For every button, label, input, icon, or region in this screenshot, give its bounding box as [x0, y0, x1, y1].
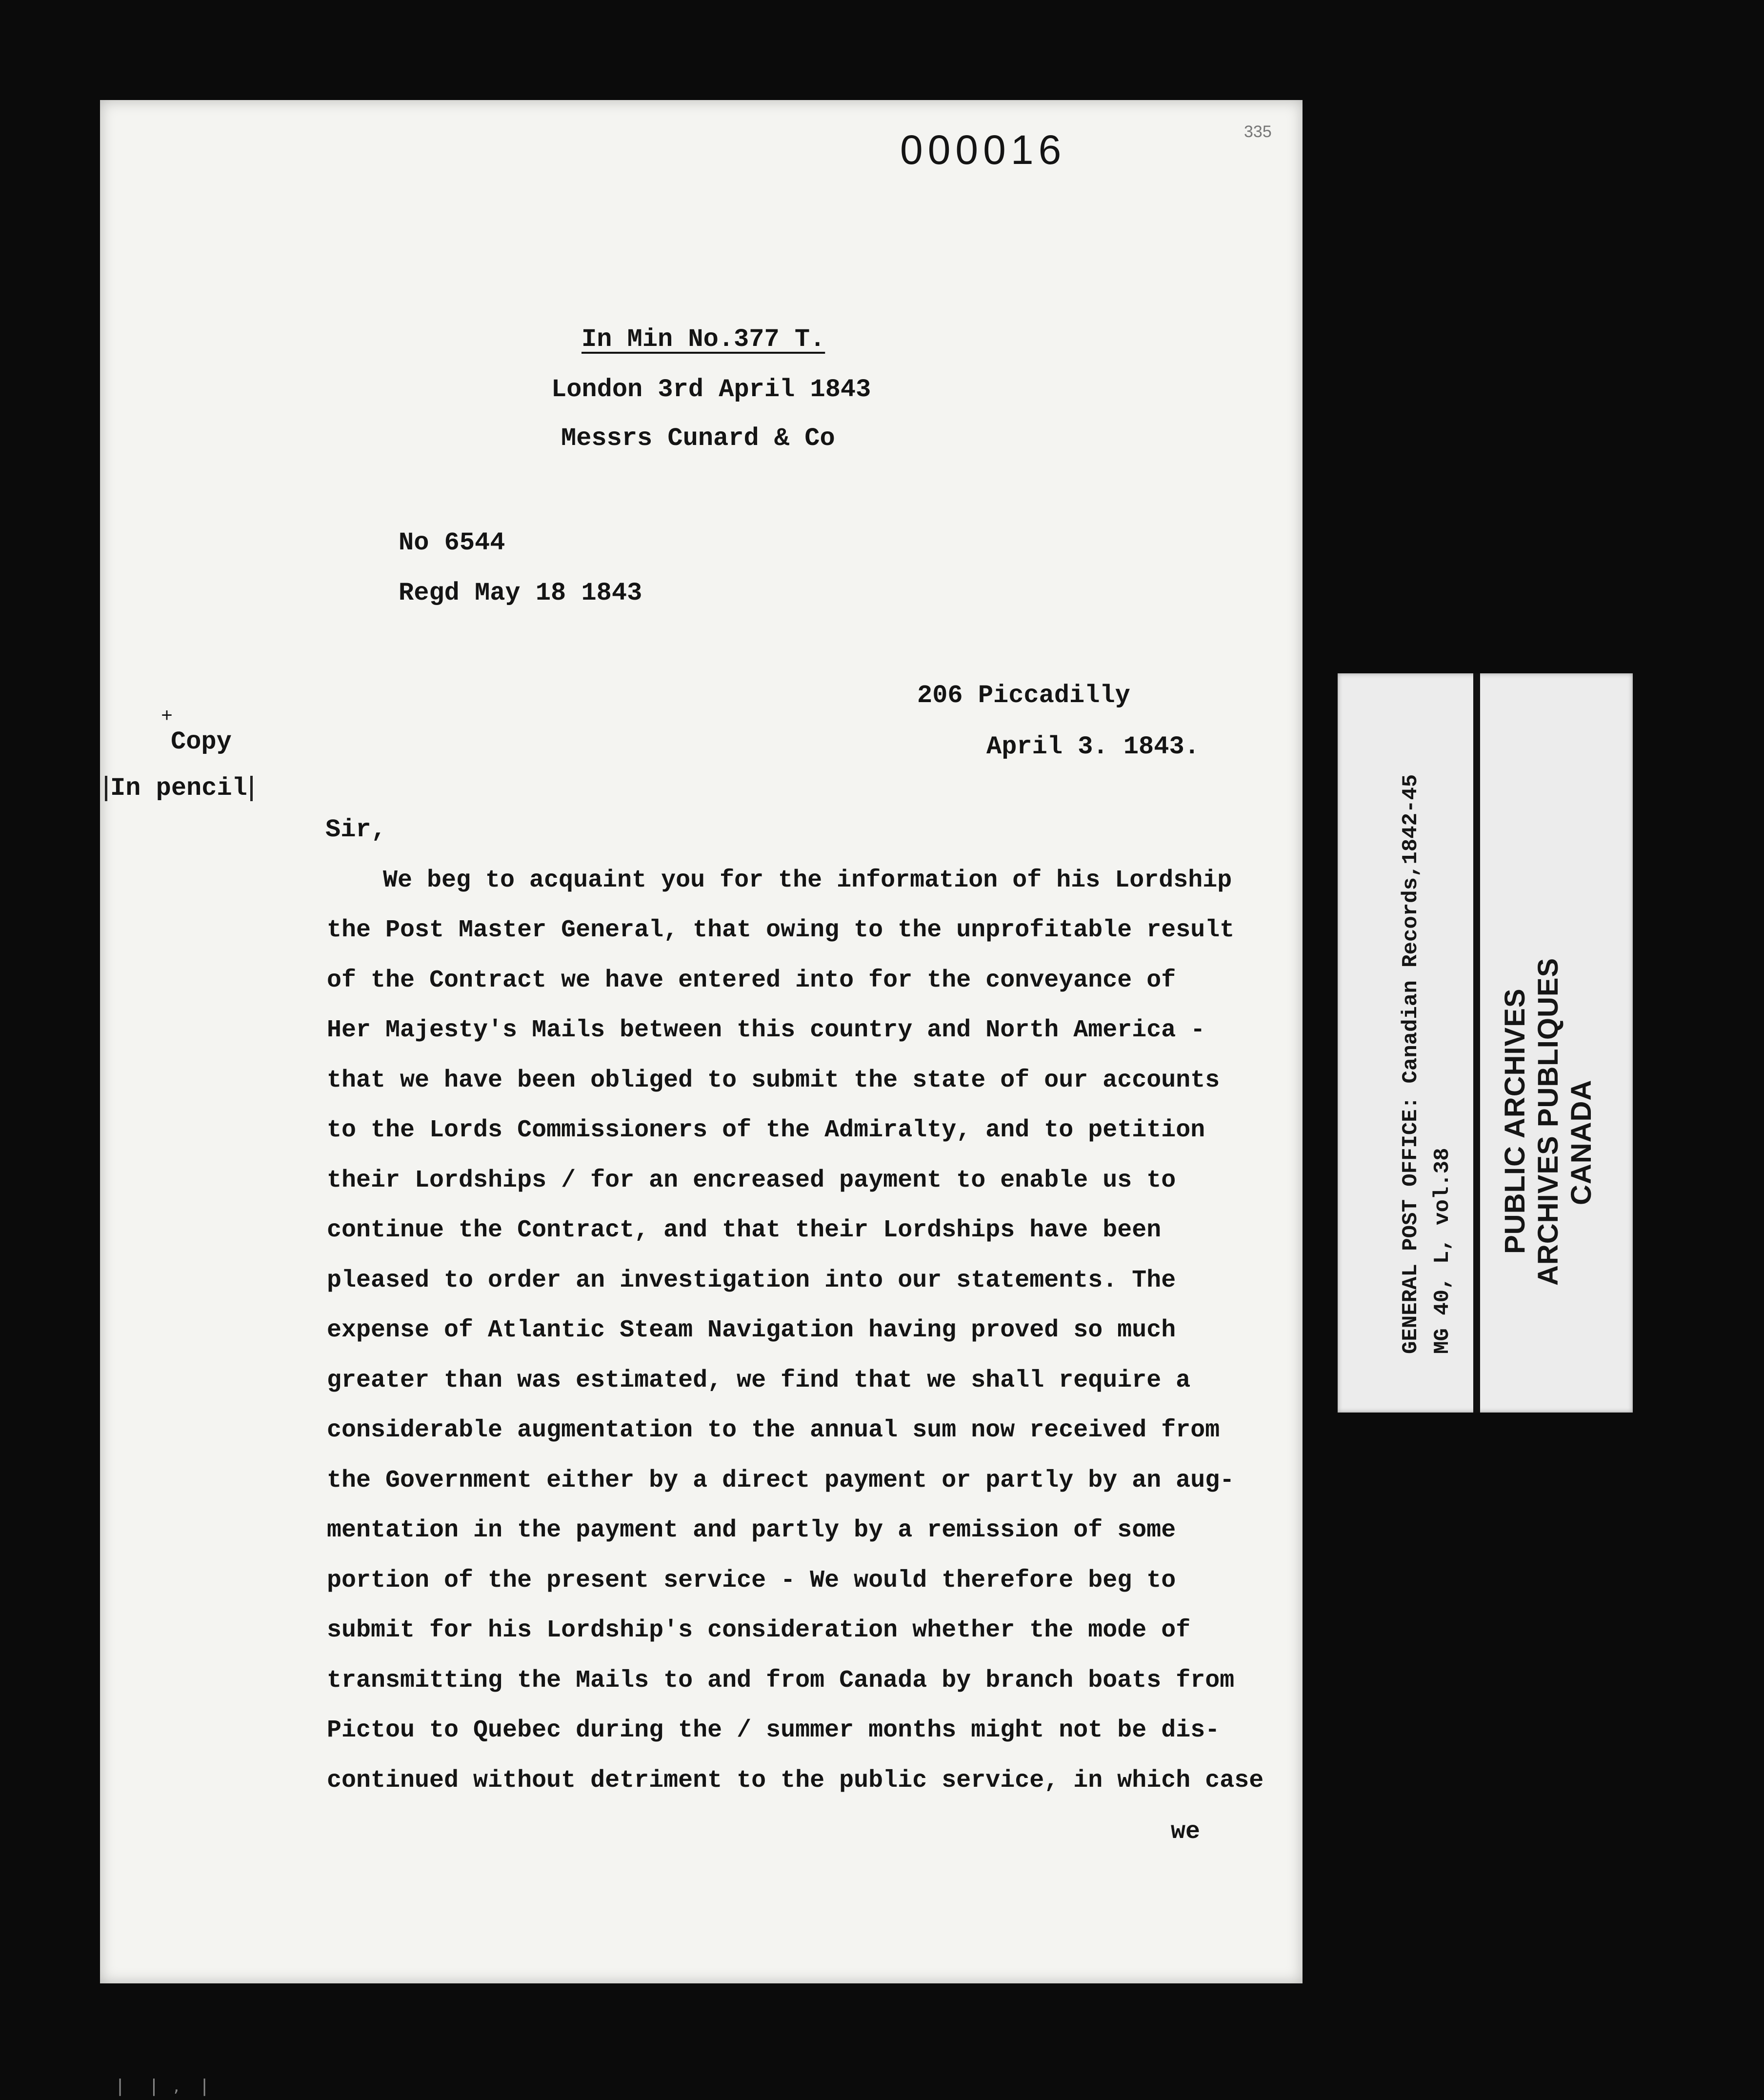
letter-line: submit for his Lordship's consideration whether the mode of: [327, 1616, 1191, 1644]
archive-institution-en: PUBLIC ARCHIVES: [1499, 988, 1531, 1254]
margin-copy-note: Copy: [171, 727, 232, 756]
film-edge-marks: | | , |: [117, 2076, 208, 2096]
letter-line: portion of the present service - We would therefore beg to: [327, 1567, 1176, 1595]
label-divider: [1473, 673, 1480, 1413]
letter-line: of the Contract we have entered into for the conveyance of: [327, 967, 1176, 994]
place-date: London 3rd April 1843: [551, 375, 871, 404]
letter-line: greater than was estimated, we find that we shall require a: [327, 1367, 1191, 1394]
letter-line: continue the Contract, and that their Lordships have been: [327, 1216, 1162, 1244]
letter-line: transmitting the Mails to and from Canada by branch boats from: [327, 1667, 1235, 1695]
salutation: Sir,: [325, 815, 386, 844]
pencil-page-number: 335: [1244, 122, 1272, 141]
archive-volume: MG 40, L, vol.38: [1430, 1148, 1455, 1354]
archive-label: [1338, 673, 1633, 1413]
registry-number: No 6544: [399, 528, 505, 557]
archive-record-series: GENERAL POST OFFICE: Canadian Records,1842-45: [1399, 774, 1423, 1354]
letter-line: expense of Atlantic Steam Navigation having proved so much: [327, 1316, 1176, 1344]
letter-line: pleased to order an investigation into our statements. The: [327, 1267, 1176, 1294]
catchword: we: [1171, 1818, 1201, 1846]
archive-institution-country: CANADA: [1565, 1079, 1597, 1205]
letter-line: the Post Master General, that owing to the unprofitable result: [327, 916, 1235, 944]
letter-line: considerable augmentation to the annual sum now received from: [327, 1416, 1220, 1444]
registered-date: Regd May 18 1843: [399, 579, 642, 607]
minute-reference: In Min No.377 T.: [581, 325, 825, 354]
margin-pencil-note: In pencil: [105, 776, 253, 801]
letter-line: that we have been obliged to submit the state of our accounts: [327, 1067, 1220, 1094]
archive-institution-fr: ARCHIVES PUBLIQUES: [1532, 957, 1564, 1286]
addressee: Messrs Cunard & Co: [561, 424, 835, 453]
letter-line: We beg to acquaint you for the information of his Lordship: [383, 867, 1232, 894]
sender-address: 206 Piccadilly: [917, 681, 1130, 710]
letter-date: April 3. 1843.: [986, 732, 1200, 761]
letter-line: their Lordships / for an encreased payment to enable us to: [327, 1167, 1176, 1194]
letter-line: to the Lords Commissioners of the Admiralty, and to petition: [327, 1116, 1205, 1144]
letter-line: Pictou to Quebec during the / summer months might not be dis-: [327, 1716, 1220, 1744]
archive-stamp-number: 000016: [900, 127, 1066, 173]
letter-line: Her Majesty's Mails between this country and North America -: [327, 1016, 1205, 1044]
letter-line: continued without detriment to the public service, in which case: [327, 1767, 1264, 1795]
document-page: [100, 100, 1303, 1983]
letter-line: mentation in the payment and partly by a remission of some: [327, 1516, 1176, 1544]
margin-plus-mark: +: [161, 706, 173, 728]
letter-line: the Government either by a direct payment or partly by an aug-: [327, 1467, 1235, 1494]
